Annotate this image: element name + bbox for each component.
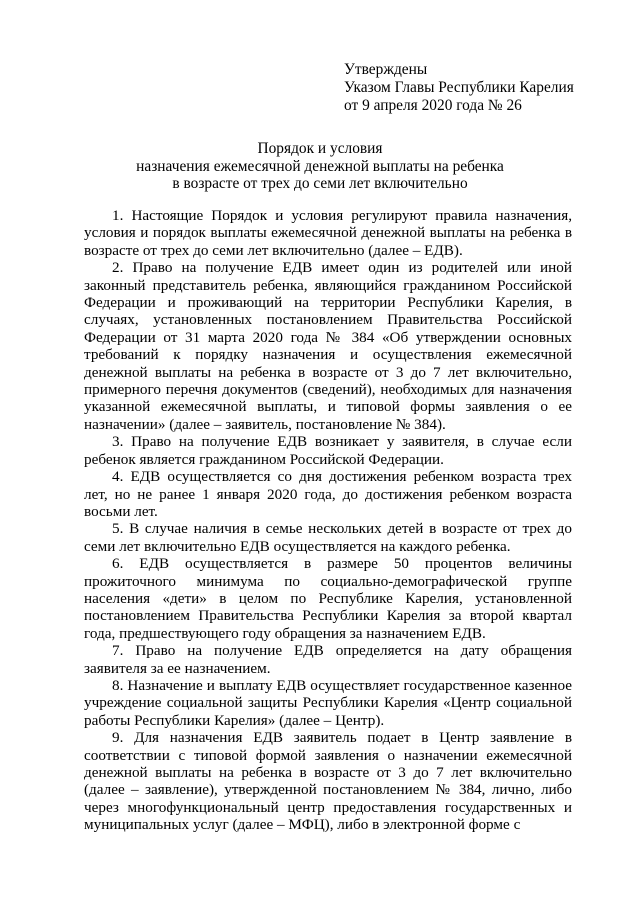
approval-line-2: Указом Главы Республики Карелия [344,79,574,96]
document-body [84,207,572,834]
paragraph-1: 1. Настоящие Порядок и условия регулируют правила назначения, условия и порядок выплаты ежемесячной денежной выплаты на ребенка в возрасте от трех до семи лет включительно (далее – ЕДВ). [84,207,572,259]
approval-stamp [344,61,574,115]
document-title [60,140,580,193]
approval-line-1: Утверждены [344,61,428,78]
paragraph-6: 6. ЕДВ осуществляется в размере 50 процентов величины прожиточного минимума по социально-демографической группе населения «дети» в целом по Республике Карелия, установленной постановлением Правительства Республики Карелия за второй квартал года, предшествующего году обращения за назначением ЕДВ. [84,555,572,642]
paragraph-2: 2. Право на получение ЕДВ имеет один из родителей или иной законный представитель ребенка, являющийся гражданином Российской Федерации и проживающий на территории Республики Карелия, в случаях, установленных постановлением Правительства Российской Федерации от 31 марта 2020 года № 384 «Об утверждении основных требований к порядку назначения и осуществления ежемесячной денежной выплаты на ребенка в возрасте от 3 до 7 лет включительно, примерного перечня документов (сведений), необходимых для назначения указанной ежемесячной выплаты, и типовой формы заявления о ее назначении» (далее – заявитель, постановление № 384). [84,259,572,433]
title-line-2: назначения ежемесячной денежной выплаты на ребенка [136,157,504,175]
paragraph-8: 8. Назначение и выплату ЕДВ осуществляет государственное казенное учреждение социальной защиты Республики Карелия «Центр социальной работы Республики Карелия» (далее – Центр). [84,676,572,729]
paragraph-5: 5. В случае наличия в семье нескольких детей в возрасте от трех до семи лет включительно ЕДВ осуществляется на каждого ребенка. [84,520,572,555]
paragraph-9: 9. Для назначения ЕДВ заявитель подает в Центр заявление в соответствии с типовой формой заявления о назначении ежемесячной денежной выплаты на ребенка в возрасте от 3 до 7 лет включительно (далее – заявление), утвержденной постановлением № 384, лично, либо через многофункциональный центр предоставления государственных и муниципальных услуг (далее – МФЦ), либо в электронной форме с [84,729,572,834]
paragraph-3: 3. Право на получение ЕДВ возникает у заявителя, в случае если ребенок является гражданином Российской Федерации. [84,433,572,468]
title-line-3: в возрасте от трех до семи лет включительно [172,175,468,193]
approval-line-3: от 9 апреля 2020 года № 26 [344,97,522,114]
title-line-1: Порядок и условия [257,140,383,157]
paragraph-7: 7. Право на получение ЕДВ определяется на дату обращения заявителя за ее назначением. [84,642,572,677]
paragraph-4: 4. ЕДВ осуществляется со дня достижения ребенком возраста трех лет, но не ранее 1 января 2020 года, до достижения ребенком возраста восьми лет. [84,468,572,520]
